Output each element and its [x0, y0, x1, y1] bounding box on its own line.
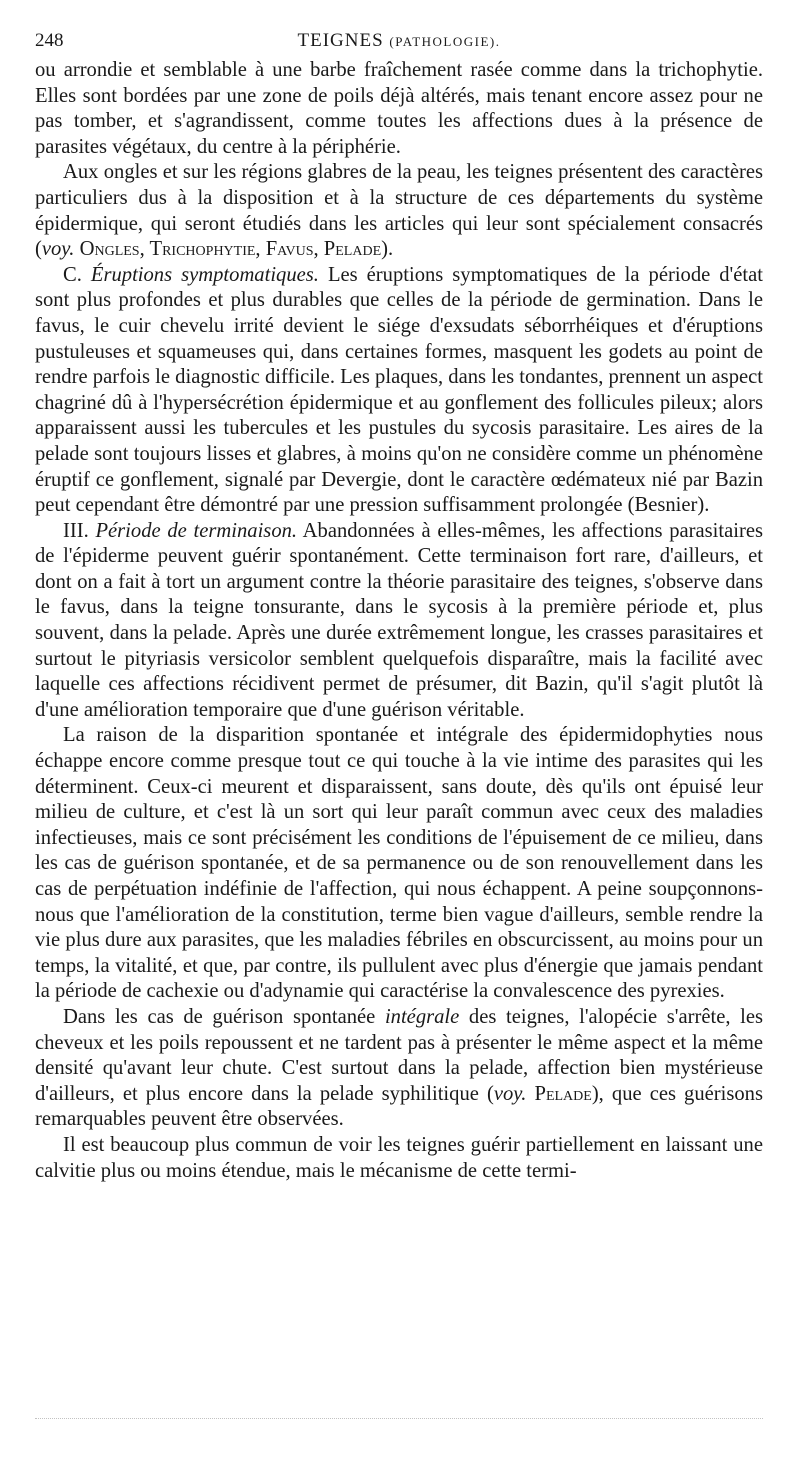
page-number: 248	[35, 30, 64, 51]
p2-voy: voy.	[41, 238, 75, 261]
paragraph-4	[35, 519, 763, 724]
paragraph-5: La raison de la disparition spontanée et intégrale des épidermidophyties nous échappe encore comme presque tout ce qui touche à la vie intime des parasites qui les déterminent. Ceux-ci meurent et disparaissent, sans doute, dès qu'ils ont épuisé leur milieu de culture, et c'est là un sort qui leur paraît commun avec ceux des maladies infectieuses, mais ce sont précisément les conditions de l'épuisement de ce milieu, dans les cas de guérison spontanée, et de sa permanence ou de son renouvellement dans les cas de perpétuation indéfinie de l'affection, qui nous échappent. A peine soupçonnons-nous que l'amélioration de la constitution, terme bien vague d'ailleurs, semble rendre la vie plus dure aux parasites, que les maladies fébriles en obscurcissent, au moins pour un temps, la vitalité, et que, par contre, ils pullulent avec plus d'énergie que jamais pendant la période de cachexie ou d'adynamie qui caractérise la convalescence des pyrexies.	[35, 724, 763, 1003]
p6-text-2: des teignes, l'alopécie s'arrête, les cheveux et les poils repoussent et ne tardent pas à présenter le même aspect et la même densité qu'avant leur chute. C'est surtout dans la pelade, affection bien mystérieuse d'ailleurs, et plus encore dans la pelade syphilitique (	[35, 1005, 763, 1105]
paragraph-1: ou arrondie et semblable à une barbe fraîchement rasée comme dans la trichophytie. Elles sont bordées par une zone de poils déjà altérés, mais tenant encore assez pour ne pas tomber, et s'agrandissent, comme toutes les affections dues à la présence de parasites végétaux, du centre à la périphérie.	[35, 59, 763, 158]
bottom-bleed-marks	[35, 1418, 763, 1425]
document-page	[35, 26, 763, 1184]
p6-text-3: ), que ces guérisons remarquables peuvent être observées.	[35, 1082, 763, 1131]
paragraph-3	[35, 263, 763, 519]
paragraph-2	[35, 160, 763, 262]
p6-text-1: Dans les cas de guérison spontanée	[63, 1005, 385, 1028]
p3-heading: Éruptions symptomatiques.	[90, 263, 319, 286]
p4-label: III.	[63, 519, 89, 542]
p3-label: C.	[63, 263, 82, 286]
p6-emphasis: intégrale	[384, 1005, 460, 1028]
p3-text: Les éruptions symptomatiques de la période d'état sont plus profondes et plus durables que celles de la période de germination. Dans le favus, le cuir chevelu irrité devient le siége d'exsudats séborrhéiques et d'éruptions pustuleuses et squameuses qui, dans certaines formes, masquent les godets au point de rendre parfois le diagnostic difficile. Les plaques, dans les tondantes, prennent un aspect chagriné dû à l'hypersécrétion épidermique et au gonflement des follicules pileux; alors apparaissent aussi les tubercules et les pustules du sycosis parasitaire. Les aires de la pelade sont toujours lisses et glabres, à moins qu'on ne considère comme un phénomène éruptif ce gonflement, signalé par Devergie, dont le caractère œdémateux nié par Bazin peut cependant être démontré par une pression suffisamment prolongée (Besnier).	[35, 263, 763, 517]
paragraph-7: Il est beaucoup plus commun de voir les teignes guérir partiellement en laissant une calvitie plus ou moins étendue, mais le mécanisme de cette termi-	[35, 1133, 763, 1182]
title-main: TEIGNES	[297, 30, 384, 51]
running-header	[35, 26, 763, 58]
p4-heading: Période de terminaison.	[95, 519, 298, 542]
p6-voy: voy.	[493, 1082, 527, 1105]
p4-text: Abandonnées à elles-mêmes, les affections parasitaires de l'épiderme peuvent guérir spontanément. Cette terminaison fort rare, d'ailleurs, et dont on a fait à tort un argument contre la théorie parasitaire des teignes, s'observe dans le favus, dans la teigne tonsurante, dans le sycosis à la première période et, plus souvent, dans la pelade. Après une durée extrêmement longue, les crasses parasitaires et surtout le pityriasis versicolor semblent quelquefois disparaître, mais la facilité avec laquelle ces affections récidivent permet de présumer, dit Bazin, qu'il s'agit plutôt là d'une amélioration temporaire que d'une guérison véritable.	[35, 519, 764, 721]
paragraph-6	[35, 1005, 763, 1133]
p2-references: Ongles, Trichophytie, Favus, Pelade	[79, 238, 382, 261]
p2-text: Aux ongles et sur les régions glabres de la peau, les teignes présentent des caractères particuliers dus à la disposition et à la structure de ces départements du système épidermique, qui seront étudiés dans les articles qui leur sont spécialement consacrés (	[35, 161, 763, 261]
p6-reference: Pelade	[534, 1082, 592, 1105]
p2-end: ).	[381, 238, 394, 261]
title-subtitle: (PATHOLOGIE).	[389, 34, 501, 49]
body-text	[35, 58, 763, 1184]
running-title	[35, 30, 763, 52]
